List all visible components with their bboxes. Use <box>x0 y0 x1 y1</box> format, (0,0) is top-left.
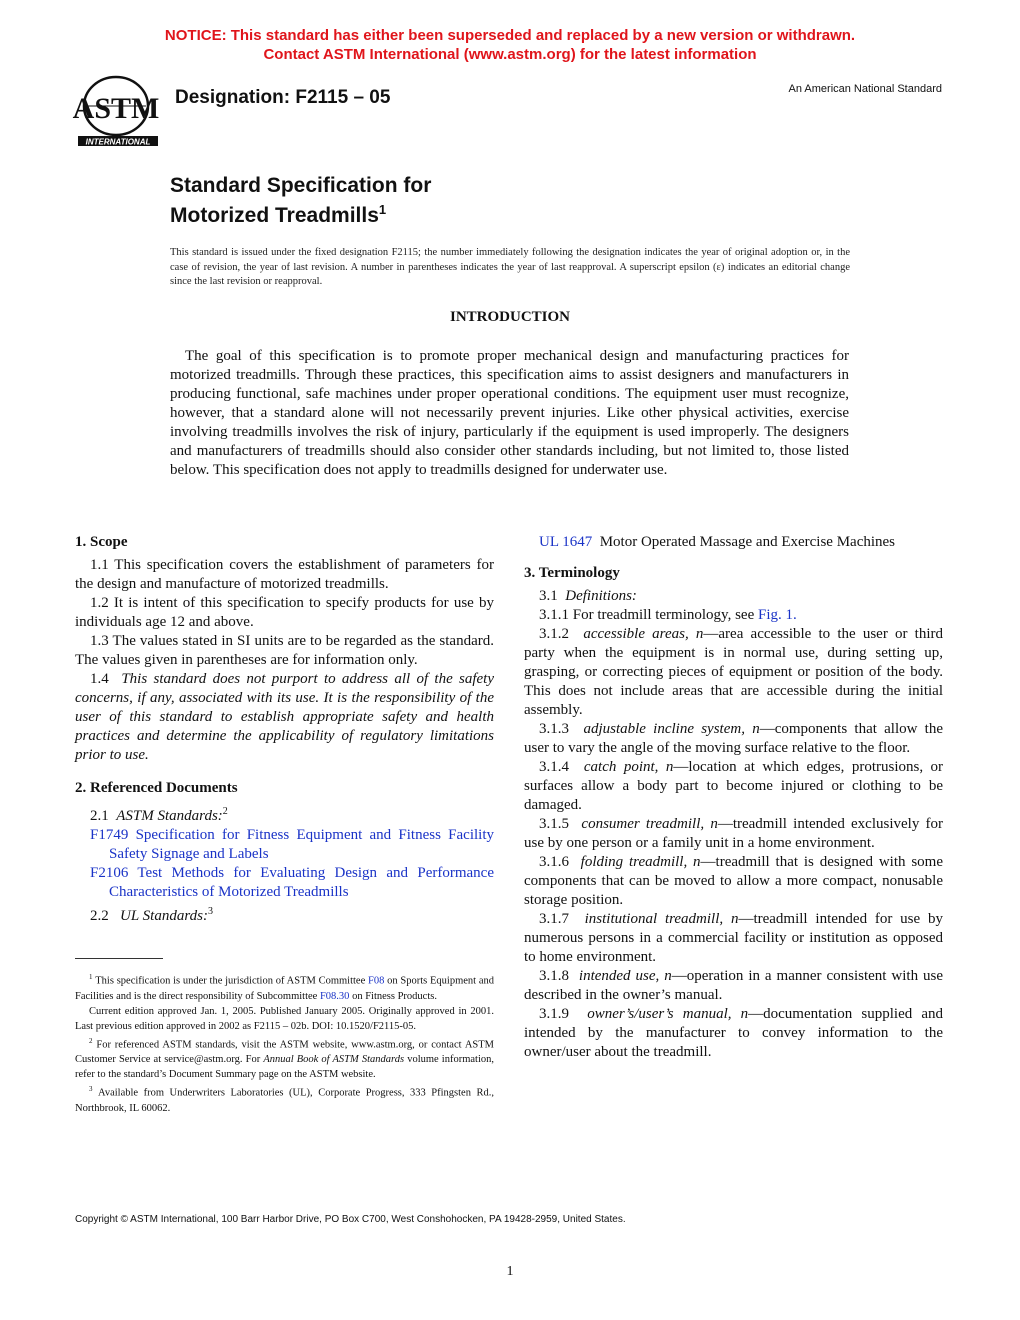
term-3-1-6 <box>524 853 943 910</box>
term-3-1-3 <box>524 720 943 758</box>
footnote-1 <box>75 970 494 1004</box>
ref-ul1647-link[interactable]: UL 1647 <box>539 534 593 550</box>
ref-f1749 <box>75 826 494 864</box>
title-footnote-mark: 1 <box>378 202 387 217</box>
issued-statement: This standard is issued under the fixed designation F2115; the number immediately following the designation indicates the year of original adoption or, in the case of revision, the year of last revision. A number in parentheses indicates the year of last reapproval. A superscript epsilon (ε) indicates an editorial change since the last revision or reapproval. <box>170 247 850 287</box>
committee-f08-link[interactable]: F08 <box>368 975 385 987</box>
scope-1-4-text: This standard does not purport to address all of the safety concerns, if any, associated with its use. It is the responsibility of the user of this standard to establish appropriate safety and health practices and determine the applicability of regulatory limitations prior to use. <box>75 671 495 763</box>
title-line-2-text: Motorized Treadmills <box>170 204 379 227</box>
term-name: owner’s/user’s manual, <box>587 1006 732 1022</box>
footnote-1-a: This specification is under the jurisdiction of ASTM Committee <box>95 975 366 987</box>
document-title <box>170 174 431 228</box>
scope-1-3: 1.3 The values stated in SI units are to be regarded as the standard. The values given in parentheses are for information only. <box>75 633 494 668</box>
definitions-num: 3.1 <box>539 588 558 604</box>
term-num: 3.1.3 <box>539 721 569 737</box>
term-3-1-4 <box>524 758 943 815</box>
footnote-2 <box>75 1034 494 1083</box>
copyright-line: Copyright © ASTM International, 100 Barr Harbor Drive, PO Box C700, West Conshohocken, PA 19428-2959, United States. <box>75 1214 626 1225</box>
term-name: adjustable incline system, <box>583 721 745 737</box>
footnote-1-c: on Fitness Products. <box>352 990 437 1002</box>
fig-1-link[interactable]: Fig. 1. <box>758 607 797 623</box>
term-n: n <box>740 1006 749 1022</box>
ul-standards-line <box>75 902 494 926</box>
astm-standards-label: ASTM Standards: <box>116 808 223 824</box>
term-n: n <box>693 854 701 870</box>
notice-line-2: Contact ASTM International (www.astm.org) for the latest information <box>263 46 757 63</box>
scope-1-4-num: 1.4 <box>90 671 109 687</box>
term-num: 3.1.8 <box>539 968 569 984</box>
ul-standards-label: UL Standards: <box>120 908 208 924</box>
ul-standards-num: 2.2 <box>90 908 109 924</box>
term-3-1-1 <box>524 606 943 625</box>
term-3-1-1-text: 3.1.1 For treadmill terminology, see <box>539 607 755 623</box>
term-num: 3.1.4 <box>539 759 569 775</box>
term-n: n <box>695 626 704 642</box>
introduction-text: The goal of this specification is to promote proper mechanical design and manufacturing practices for motorized treadmills. Through these practices, this specification aims to assist designers and manufacturers in producing functional, safe machines under proper operational conditions. The equipment user must recognize, however, that a standard alone will not necessarily prevent injuries. Like other physical activities, exercise involving treadmills involves the risk of injury, particularly if the equipment is used improperly. The designers and manufacturers of treadmills should also consider other standards including, but not limited to, those listed below. This specification does not apply to treadmills designed for underwater use. <box>170 348 849 478</box>
introduction-heading: INTRODUCTION <box>449 309 570 325</box>
term-3-1-7 <box>524 910 943 967</box>
ref-f2106-link[interactable] <box>90 865 494 900</box>
term-name: accessible areas, <box>583 626 689 642</box>
title-line-2 <box>170 198 431 228</box>
scope-heading: 1. Scope <box>75 534 128 550</box>
ref-f1749-link[interactable] <box>90 827 494 862</box>
footnote-3 <box>75 1082 494 1116</box>
ref-f2106 <box>75 864 494 902</box>
logo-subtext: INTERNATIONAL <box>85 137 151 147</box>
page-number: 1 <box>506 1264 514 1279</box>
ref-f1749-code: F1749 <box>90 827 129 843</box>
astm-logo-icon <box>72 74 162 154</box>
term-def: —documentation supplied and intended by the manufacturer to convey information to the owner/user about the treadmill. <box>524 1006 944 1060</box>
term-name: intended use, <box>578 968 660 984</box>
footnote-2-b: volume information, refer to the standard’s Document Summary page on the ASTM website. <box>75 1054 494 1080</box>
definitions-label: Definitions: <box>565 588 637 604</box>
referenced-heading: 2. Referenced Documents <box>75 780 238 796</box>
ref-f1749-title: Specification for Fitness Equipment and Fitness Facility Safety Signage and Labels <box>109 827 494 862</box>
logo-text: ASTM <box>72 92 160 125</box>
term-def: —treadmill that is designed with some components that can be moved to allow a more compact, nonusable storage position. <box>524 854 944 908</box>
american-national-standard: An American National Standard <box>788 83 942 95</box>
scope-1-1: 1.1 This specification covers the establishment of parameters for the design and manufacture of motorized treadmills. <box>75 557 494 592</box>
term-name: consumer treadmill, <box>581 816 705 832</box>
notice-line-1: NOTICE: This standard has either been superseded and replaced by a new version or withdrawn. <box>164 27 856 44</box>
designation: Designation: F2115 – 05 <box>175 87 391 108</box>
ref-f2106-title: Test Methods for Evaluating Design and Performance Characteristics of Motorized Treadmills <box>109 865 494 900</box>
term-3-1-8 <box>524 967 943 1005</box>
ref-ul1647-title: Motor Operated Massage and Exercise Machines <box>599 534 896 550</box>
term-def: —treadmill intended for use by numerous persons in a commercial facility or institution as opposed to home environment. <box>524 911 943 965</box>
term-name: folding treadmill, <box>580 854 688 870</box>
footnote-3-mark: 3 <box>89 1085 93 1093</box>
term-def: —treadmill intended exclusively for use by one person or a family unit in a home environment. <box>524 816 944 851</box>
left-column <box>75 533 494 926</box>
term-3-1-2 <box>524 625 943 720</box>
footnote-3-text: Available from Underwriters Laboratories (UL), Corporate Progress, 333 Pfingsten Rd., Northbrook, IL 60062. <box>75 1087 494 1114</box>
term-n: n <box>665 759 674 775</box>
ref-ul1647 <box>524 533 943 552</box>
astm-standards-line <box>75 802 494 826</box>
definitions-line <box>524 587 943 606</box>
footnote-2-mark: 2 <box>89 1036 93 1045</box>
term-def: —area accessible to the user or third party when the equipment is in normal use, during setting up, grasping, or correcting pieces of equipment or position of the body. This does not include areas that are accessible during the initial assembly. <box>524 626 944 718</box>
footnote-1-mark: 1 <box>89 973 93 981</box>
term-n: n <box>730 911 739 927</box>
scope-1-4 <box>75 670 494 765</box>
withdrawn-notice <box>0 26 1020 64</box>
term-num: 3.1.9 <box>539 1006 569 1022</box>
footnote-1-edition: Current edition approved Jan. 1, 2005. Published January 2005. Originally approved in 2001. Last previous edition approved in 2002 as F2115 – 02b. DOI: 10.1520/F2115-05. <box>75 1005 494 1032</box>
astm-standards-fn: 2 <box>222 806 228 817</box>
scope-1-2: 1.2 It is intent of this specification to specify products for use by individuals age 12 and above. <box>75 595 494 630</box>
term-num: 3.1.5 <box>539 816 569 832</box>
term-name: institutional treadmill, <box>584 911 724 927</box>
term-3-1-5 <box>524 815 943 853</box>
footnote-divider <box>75 958 163 959</box>
term-def: —operation in a manner consistent with use described in the owner’s manual. <box>524 968 944 1003</box>
footnote-2-italic: Annual Book of ASTM Standards <box>263 1054 405 1065</box>
ul-standards-fn: 3 <box>207 906 213 917</box>
ref-f2106-code: F2106 <box>90 865 129 881</box>
astm-standards-num: 2.1 <box>90 808 109 824</box>
term-n: n <box>710 816 718 832</box>
term-name: catch point, <box>583 759 659 775</box>
term-num: 3.1.2 <box>539 626 569 642</box>
astm-logo <box>72 74 162 154</box>
title-line-1: Standard Specification for <box>170 174 432 197</box>
term-3-1-9 <box>524 1005 943 1062</box>
term-n: n <box>752 721 760 737</box>
term-def: —location at which edges, protrusions, or surfaces allow a body part to become injured or clothing to be damaged. <box>524 759 944 813</box>
right-column <box>524 533 943 1062</box>
term-def: —components that allow the user to vary the angle of the moving surface relative to the floor. <box>524 721 944 756</box>
subcommittee-f0830-link[interactable]: F08.30 <box>319 990 350 1002</box>
footnote-2-a: For referenced ASTM standards, visit the ASTM website, www.astm.org, or contact ASTM Customer Service at service@astm.org. For <box>75 1039 494 1065</box>
footnotes <box>75 970 494 1116</box>
term-num: 3.1.7 <box>539 911 569 927</box>
terminology-heading: 3. Terminology <box>524 565 620 581</box>
term-num: 3.1.6 <box>539 854 569 870</box>
term-n: n <box>664 968 672 984</box>
footnote-1-b: on Sports Equipment and Facilities and is the direct responsibility of Subcommittee <box>75 975 495 1002</box>
